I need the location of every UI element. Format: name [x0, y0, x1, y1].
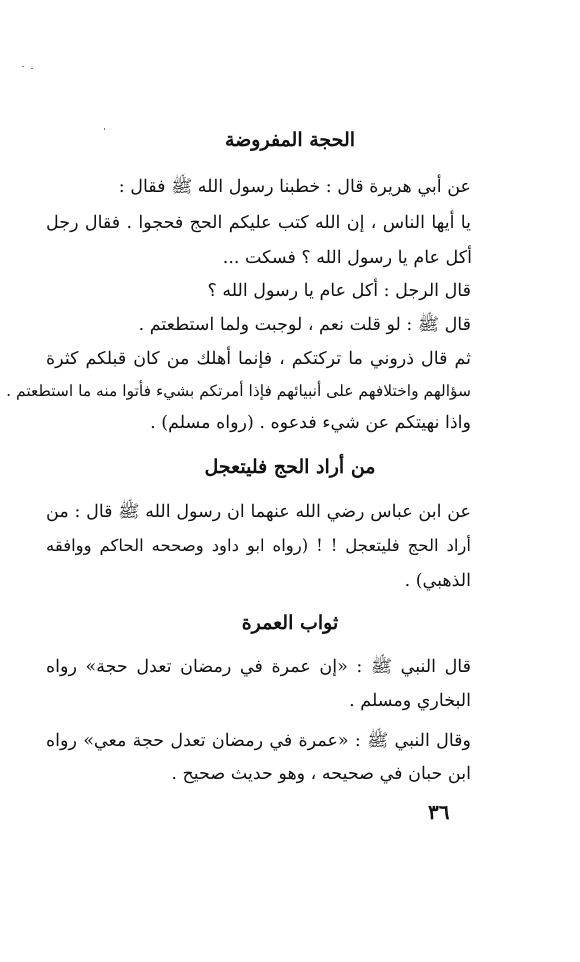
text-line: الذهبي) . [404, 571, 471, 591]
page-number: ٣٦ [428, 800, 450, 824]
text-line: أراد الحج فليتعجل ! ! (رواه ابو داود وصححه الحاكم ووافقه [46, 536, 471, 555]
text-line: واذا نهيتكم عن شيء فدعوه . (رواه مسلم) . [150, 413, 471, 433]
text-line: قال ﷺ : لو قلت نعم ، لوجبت ولما استطعتم . [138, 315, 471, 335]
text-line: عن أبي هريرة قال : خطبنا رسول الله ﷺ فقال : [118, 177, 471, 197]
scan-speck [31, 68, 33, 69]
text-line: سؤالهم واختلافهم على أنبيائهم فإذا أمرتكم بشيء فأتوا منه ما استطعتم . [6, 382, 471, 400]
section-heading-umrah-reward: ثواب العمرة [241, 612, 339, 634]
text-line: يا أيها الناس ، إن الله كتب عليكم الحج فحجوا . فقال رجل [46, 213, 471, 233]
text-line: قال النبي ﷺ : «إن عمرة في رمضان تعدل حجة» رواه [46, 657, 471, 677]
text-line: أكل عام يا رسول الله ؟ فسكت ... [222, 248, 472, 268]
section-heading-hasten-hajj: من أراد الحج فليتعجل [204, 456, 376, 478]
text-line: عن ابن عباس رضي الله عنهما ان رسول الله ﷺ قال : من [46, 502, 471, 522]
text-line: البخاري ومسلم . [349, 691, 471, 711]
scan-speck [22, 66, 24, 67]
text-line: ثم قال ذروني ما تركتكم ، فإنما أهلك من كان قبلكم كثرة [46, 349, 471, 369]
text-line: وقال النبي ﷺ : «عمرة في رمضان تعدل حجة معي» رواه [46, 731, 471, 751]
section-heading-obligatory-hajj: الحجة المفروضة [224, 129, 356, 151]
text-line: قال الرجل : أكل عام يا رسول الله ؟ [207, 281, 471, 301]
text-line: ابن حبان في صحيحه ، وهو حديث صحيح . [171, 764, 471, 784]
